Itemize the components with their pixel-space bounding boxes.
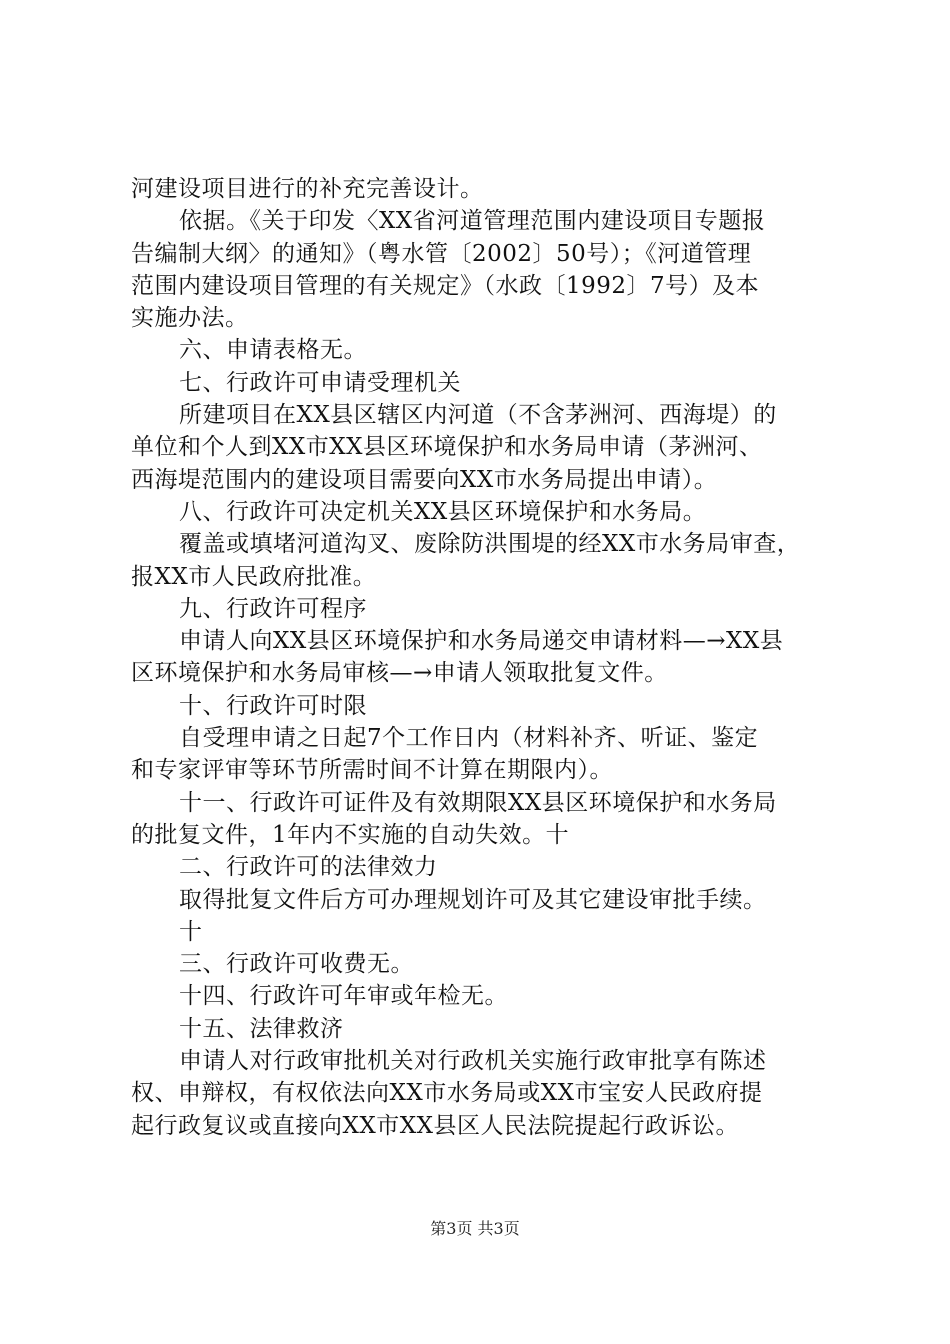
text-line-21: 的批复文件，1年内不实施的自动失效。十 <box>131 821 570 848</box>
text-line-6: 六、申请表格无。 <box>179 337 367 364</box>
text-line-18: 自受理申请之日起7个工作日内（材料补齐、听证、鉴定 <box>179 725 759 752</box>
text-line-4: 范围内建设项目管理的有关规定》（水政〔1992〕7号）及本 <box>131 272 760 299</box>
text-line-1: 河建设项目进行的补充完善设计。 <box>131 176 484 202</box>
text-line-23: 取得批复文件后方可办理规划许可及其它建设审批手续。 <box>179 886 767 913</box>
text-line-12: 覆盖或填堵河道沟叉、废除防洪围堤的经XX市水务局审查， <box>179 531 801 558</box>
text-line-29: 权、申辩权，有权依法向XX市水务局或XX市宝安人民政府提 <box>131 1080 763 1107</box>
text-line-3: 告编制大纲〉的通知》（粤水管〔2002〕50号）；《河道管理 <box>131 240 752 267</box>
text-line-28: 申请人对行政审批机关对行政机关实施行政审批享有陈述 <box>179 1048 767 1075</box>
text-line-20: 十一、行政许可证件及有效期限XX县区环境保护和水务局 <box>179 789 777 816</box>
text-line-13: 报XX市人民政府批准。 <box>131 563 377 590</box>
text-line-11: 八、行政许可决定机关XX县区环境保护和水务局。 <box>179 498 707 525</box>
text-line-7: 七、行政许可申请受理机关 <box>179 369 461 396</box>
text-line-17: 十、行政许可时限 <box>179 692 367 719</box>
text-line-9: 单位和个人到XX市XX县区环境保护和水务局申请（茅洲河、 <box>131 434 763 461</box>
text-line-8: 所建项目在XX县区辖区内河道（不含茅洲河、西海堤）的 <box>179 402 777 429</box>
text-line-26: 十四、行政许可年审或年检无。 <box>179 983 508 1010</box>
text-line-24: 十 <box>179 918 203 945</box>
text-line-19: 和专家评审等环节所需时间不计算在期限内）。 <box>131 757 613 784</box>
text-line-2: 依据。《关于印发〈XX省河道管理范围内建设项目专题报 <box>179 208 766 235</box>
text-line-14: 九、行政许可程序 <box>179 595 367 622</box>
text-line-5: 实施办法。 <box>131 305 249 332</box>
document-body <box>131 173 835 1142</box>
text-line-25: 三、行政许可收费无。 <box>179 951 414 978</box>
text-line-10: 西海堤范围内的建设项目需要向XX市水务局提出申请）。 <box>131 466 718 493</box>
text-line-22: 二、行政许可的法律效力 <box>179 854 438 881</box>
text-line-15: 申请人向XX县区环境保护和水务局递交申请材料—→XX县 <box>179 628 784 655</box>
text-line-30: 起行政复议或直接向XX市XX县区人民法院提起行政诉讼。 <box>131 1112 739 1139</box>
text-line-16: 区环境保护和水务局审核—→申请人领取批复文件。 <box>131 660 668 687</box>
page-number-footer: 第3页 共3页 <box>430 1219 520 1238</box>
text-line-27: 十五、法律救济 <box>179 1015 344 1042</box>
